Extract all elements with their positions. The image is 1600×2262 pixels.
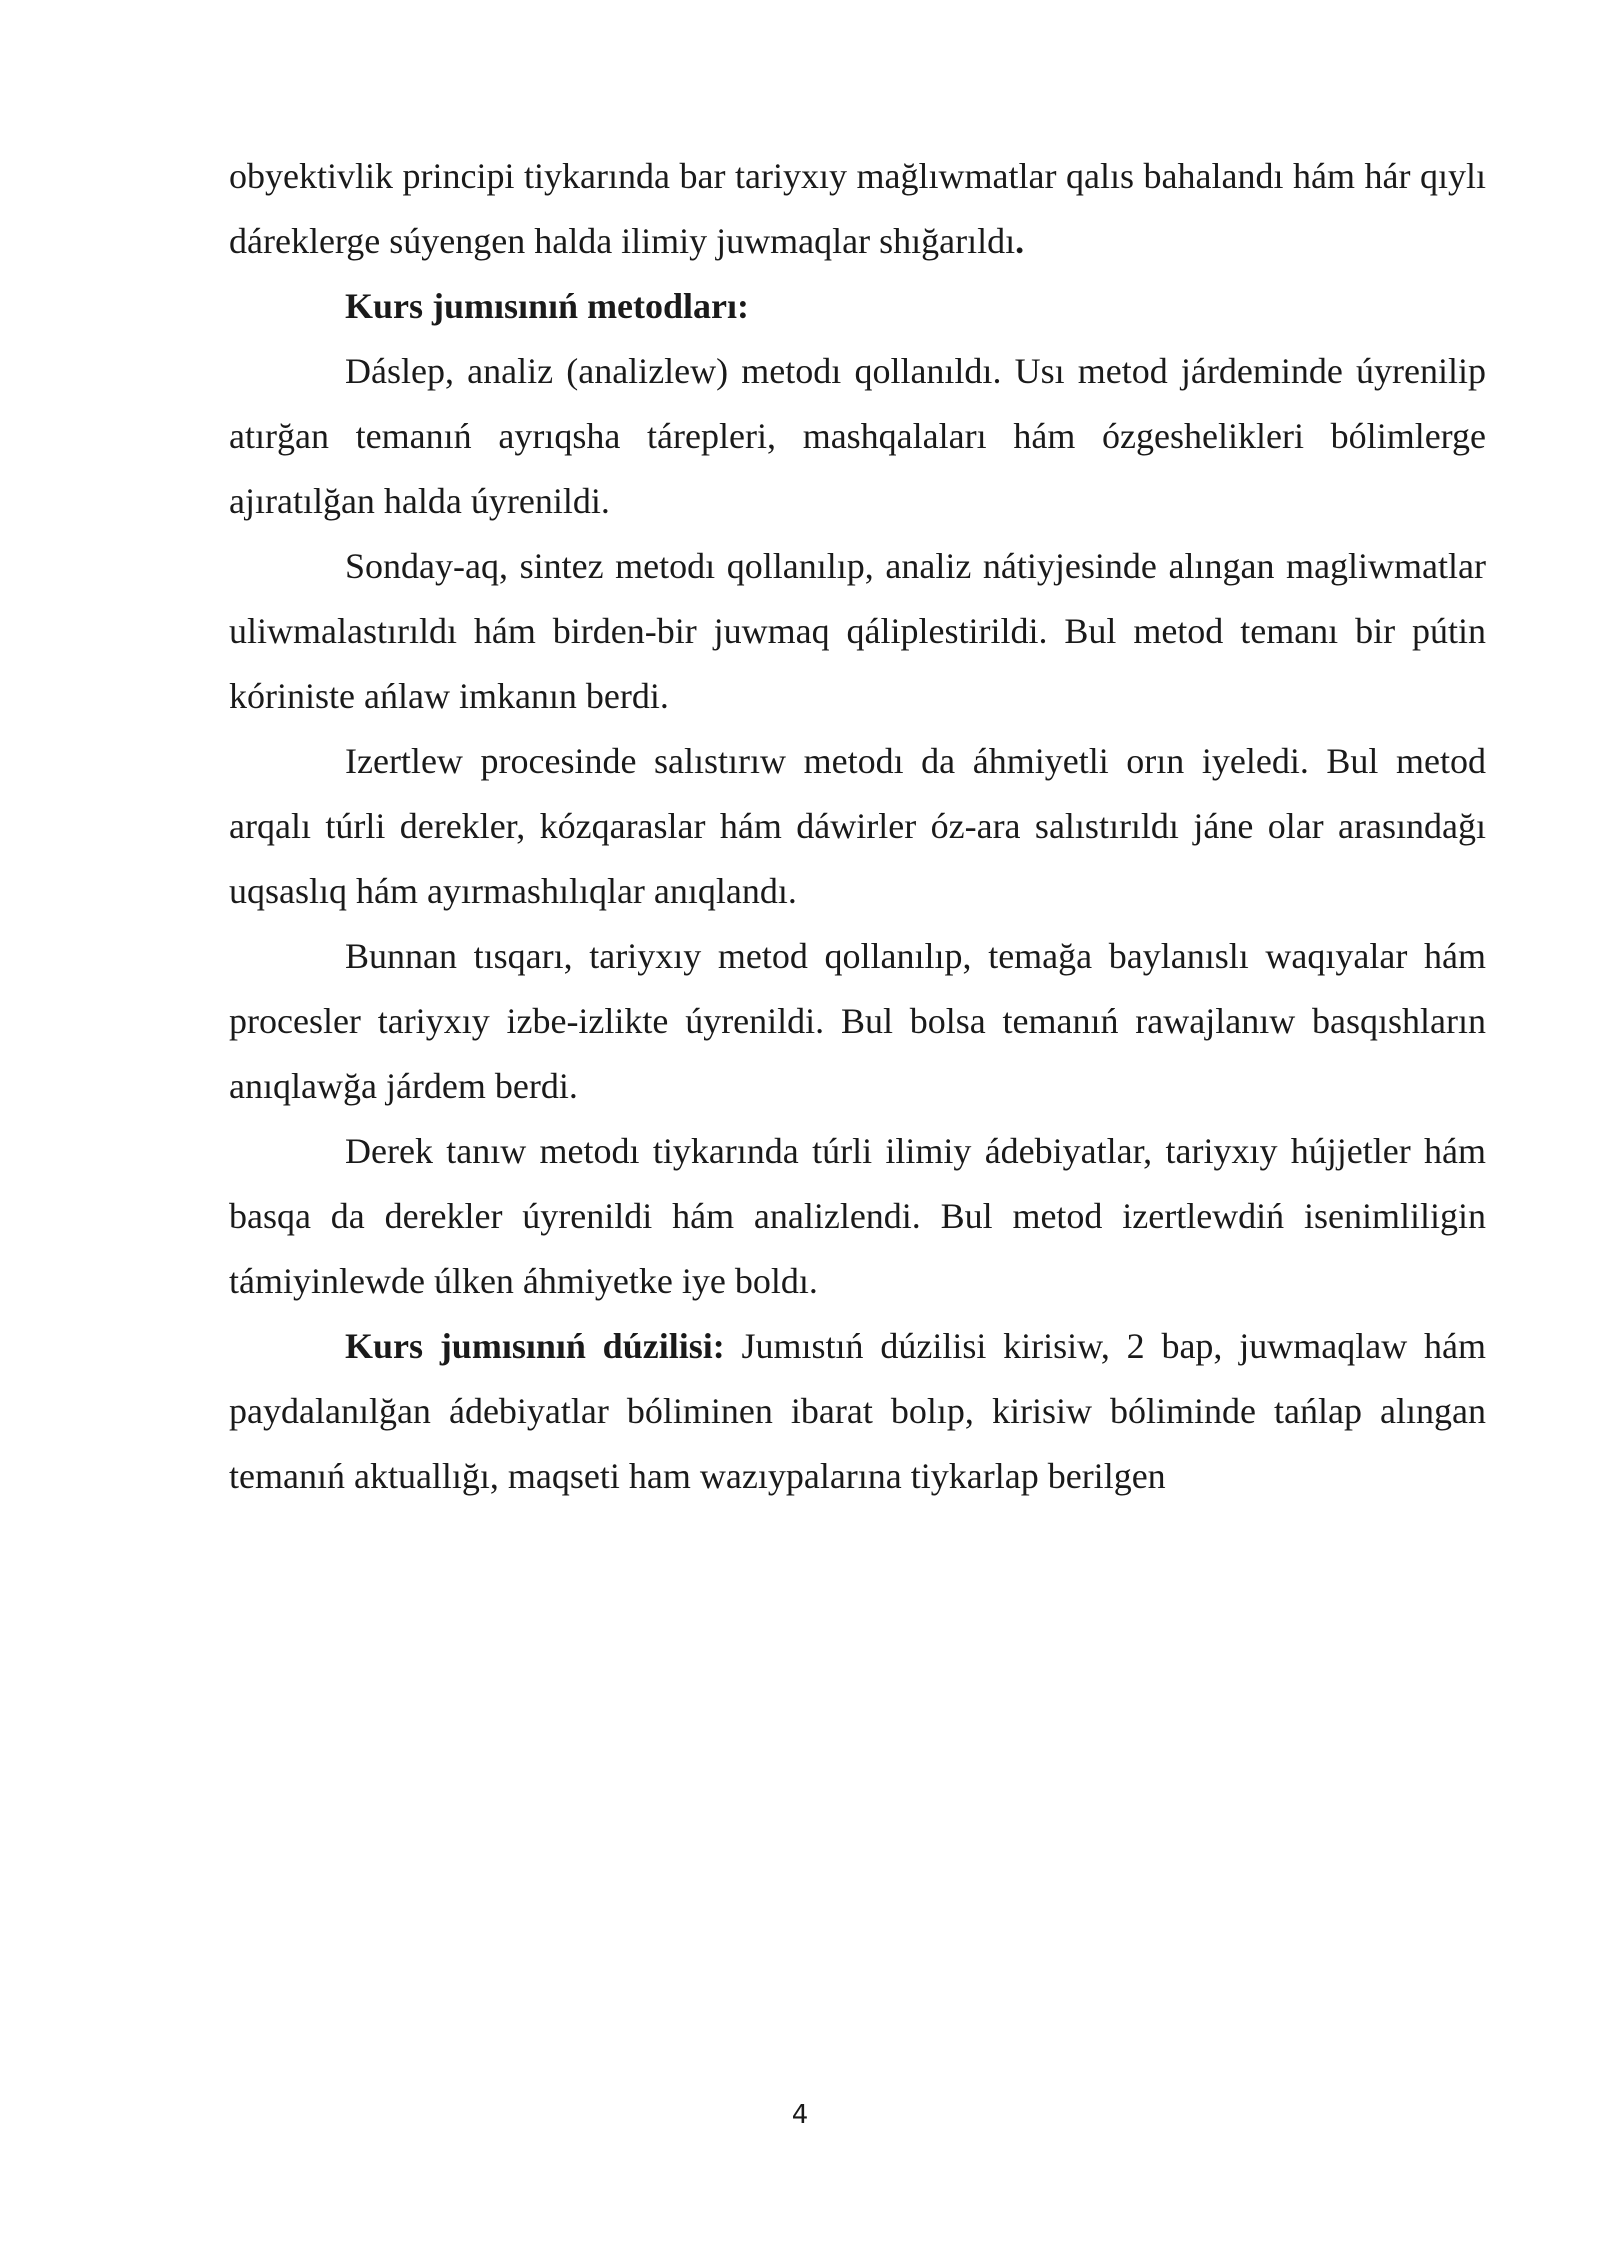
paragraph-comparison-method <box>229 729 1486 924</box>
paragraph-structure <box>229 1314 1486 1509</box>
paragraph-source-method <box>229 1119 1486 1314</box>
paragraph-text: Jumıstıń dúzilisi kirisiw, 2 bap, juwmaqlaw hám paydalanılğan ádebiyatlar bóliminen ibarat bolıp, kirisiw bóliminde tańlap alıngan temanıń aktuallığı, maqseti ham wazıypalarına tiykarlap berilgen <box>229 1326 1486 1496</box>
paragraph-analysis-method <box>229 339 1486 534</box>
paragraph-text: Izertlew procesinde salıstırıw metodı da áhmiyetli orın iyeledi. Bul metod arqalı túrli derekler, kózqaraslar hám dáwirler óz-ara salıstırıldı jáne olar arasındağı uqsaslıq hám ayırmashılıqlar anıqlandı. <box>229 741 1486 911</box>
heading-text: Kurs jumısınıń metodları: <box>345 286 750 326</box>
body-text <box>229 144 1486 1509</box>
section-heading-methods <box>229 274 1486 339</box>
paragraph-text: Sonday-aq, sintez metodı qollanılıp, analiz nátiyjesinde alıngan magliwmatlar uliwmalastırıldı hám birden-bir juwmaq qáliplestirildi. Bul metod temanı bir pútin kóriniste ańlaw imkanın berdi. <box>229 546 1486 716</box>
paragraph-text: Bunnan tısqarı, tariyxıy metod qollanılıp, temağa baylanıslı waqıyalar hám procesler tariyxıy izbe-izlikte úyrenildi. Bul bolsa temanıń rawajlanıw basqıshların anıqlawğa járdem berdi. <box>229 936 1486 1106</box>
paragraph-text: obyektivlik principi tiykarında bar tariyxıy mağlıwmatlar qalıs bahalandı hám hár qıylı dáreklerge súyengen halda ilimiy juwmaqlar shığarıldı <box>229 156 1486 261</box>
paragraph-end-mark: . <box>1015 221 1025 261</box>
paragraph-historical-method <box>229 924 1486 1119</box>
paragraph-synthesis-method <box>229 534 1486 729</box>
paragraph-intro-continuation <box>229 144 1486 274</box>
inline-heading: Kurs jumısınıń dúzilisi: <box>345 1326 725 1366</box>
paragraph-text: Dáslep, analiz (analizlew) metodı qollanıldı. Usı metod járdeminde úyrenilip atırğan temanıń ayrıqsha tárepleri, mashqalaları hám ózgeshelikleri bólimlerge ajıratılğan halda úyrenildi. <box>229 351 1486 521</box>
page-number: 4 <box>791 2100 809 2130</box>
paragraph-text: Derek tanıw metodı tiykarında túrli ilimiy ádebiyatlar, tariyxıy hújjetler hám basqa da derekler úyrenildi hám analizlendi. Bul metod izertlewdiń isenimliligin támiyinlewde úlken áhmiyetke iye boldı. <box>229 1131 1486 1301</box>
